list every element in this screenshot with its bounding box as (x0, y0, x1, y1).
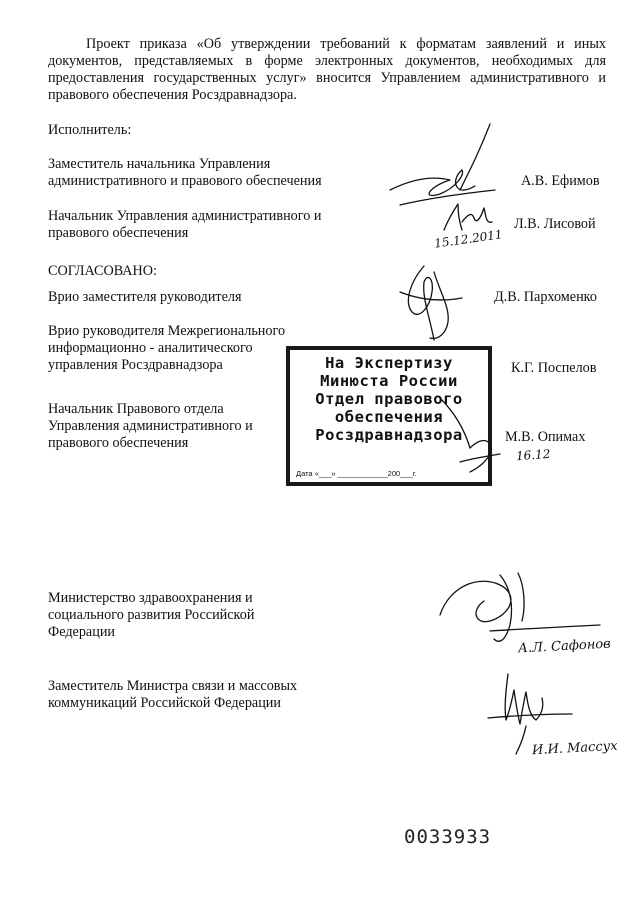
position-line: информационно - аналитического (48, 340, 253, 356)
signer-position (48, 289, 242, 306)
signer-position (48, 156, 322, 190)
handwritten-name: И.И. Массух (531, 738, 618, 759)
signer-position (48, 208, 321, 242)
position-line: управления Росздравнадзора (48, 357, 223, 373)
signature-lisovoy-icon (440, 200, 500, 240)
position-line: Заместитель Министра связи и массовых (48, 678, 298, 694)
handwritten-date: 15.12.2011 (433, 227, 504, 251)
position-line: Начальник Правового отдела (48, 401, 224, 417)
signature-parkhomenko-icon (390, 262, 470, 352)
stamp-line: Минюста России (320, 372, 458, 390)
signer-name: Д.В. Пархоменко (494, 289, 597, 305)
signer-name: А.В. Ефимов (521, 173, 600, 189)
position-line: правового обеспечения (48, 225, 189, 241)
approved-heading: СОГЛАСОВАНО: (48, 263, 157, 279)
handwritten-name: А.Л. Сафонов (517, 636, 612, 657)
position-line: административного и правового обеспечения (48, 173, 322, 189)
position-line: Управления административного и (48, 418, 253, 434)
stamp-line: Росздравнадзора (315, 426, 463, 444)
position-line: Министерство здравоохранения и (48, 590, 253, 606)
position-line: правового обеспечения (48, 435, 189, 451)
signer-name: К.Г. Поспелов (511, 360, 597, 376)
signer-name: М.В. Опимах (505, 429, 586, 445)
position-line: Заместитель начальника Управления (48, 156, 271, 172)
position-line: коммуникаций Российской Федерации (48, 695, 281, 711)
position-line: Федерации (48, 624, 116, 640)
stamp-line: На Экспертизу (325, 354, 453, 372)
document-number: 0033933 (404, 826, 492, 848)
stamp-date-line: Дата «___» ____________200___г. (296, 469, 417, 478)
handwritten-date: 16.12 (515, 446, 551, 464)
signature-safonov-icon (430, 565, 610, 660)
intro-paragraph: Проект приказа «Об утверждении требований к форматам заявлений и иных документов, представляемых в форме электронных документов, необходимых для предоставления государственных услуг» вносится Управлением административного и правового обеспечения Росздравнадзора. (48, 36, 606, 103)
position-line: Начальник Управления административного и (48, 208, 322, 224)
position-line: Врио руководителя Межрегионального (48, 323, 286, 339)
signature-massukh-icon (480, 670, 580, 760)
signer-position (48, 323, 285, 374)
signature-opimakh-icon (430, 392, 510, 482)
signer-position (48, 401, 253, 452)
ministry-position (48, 590, 254, 641)
executor-heading: Исполнитель: (48, 122, 132, 138)
position-line: социального развития Российской (48, 607, 255, 623)
stamp-line: обеспечения (334, 408, 444, 426)
stamp-line: Отдел правового (315, 390, 463, 408)
ministry-position (48, 678, 297, 712)
signer-name: Л.В. Лисовой (514, 216, 596, 232)
position-line: Врио заместителя руководителя (48, 289, 242, 305)
